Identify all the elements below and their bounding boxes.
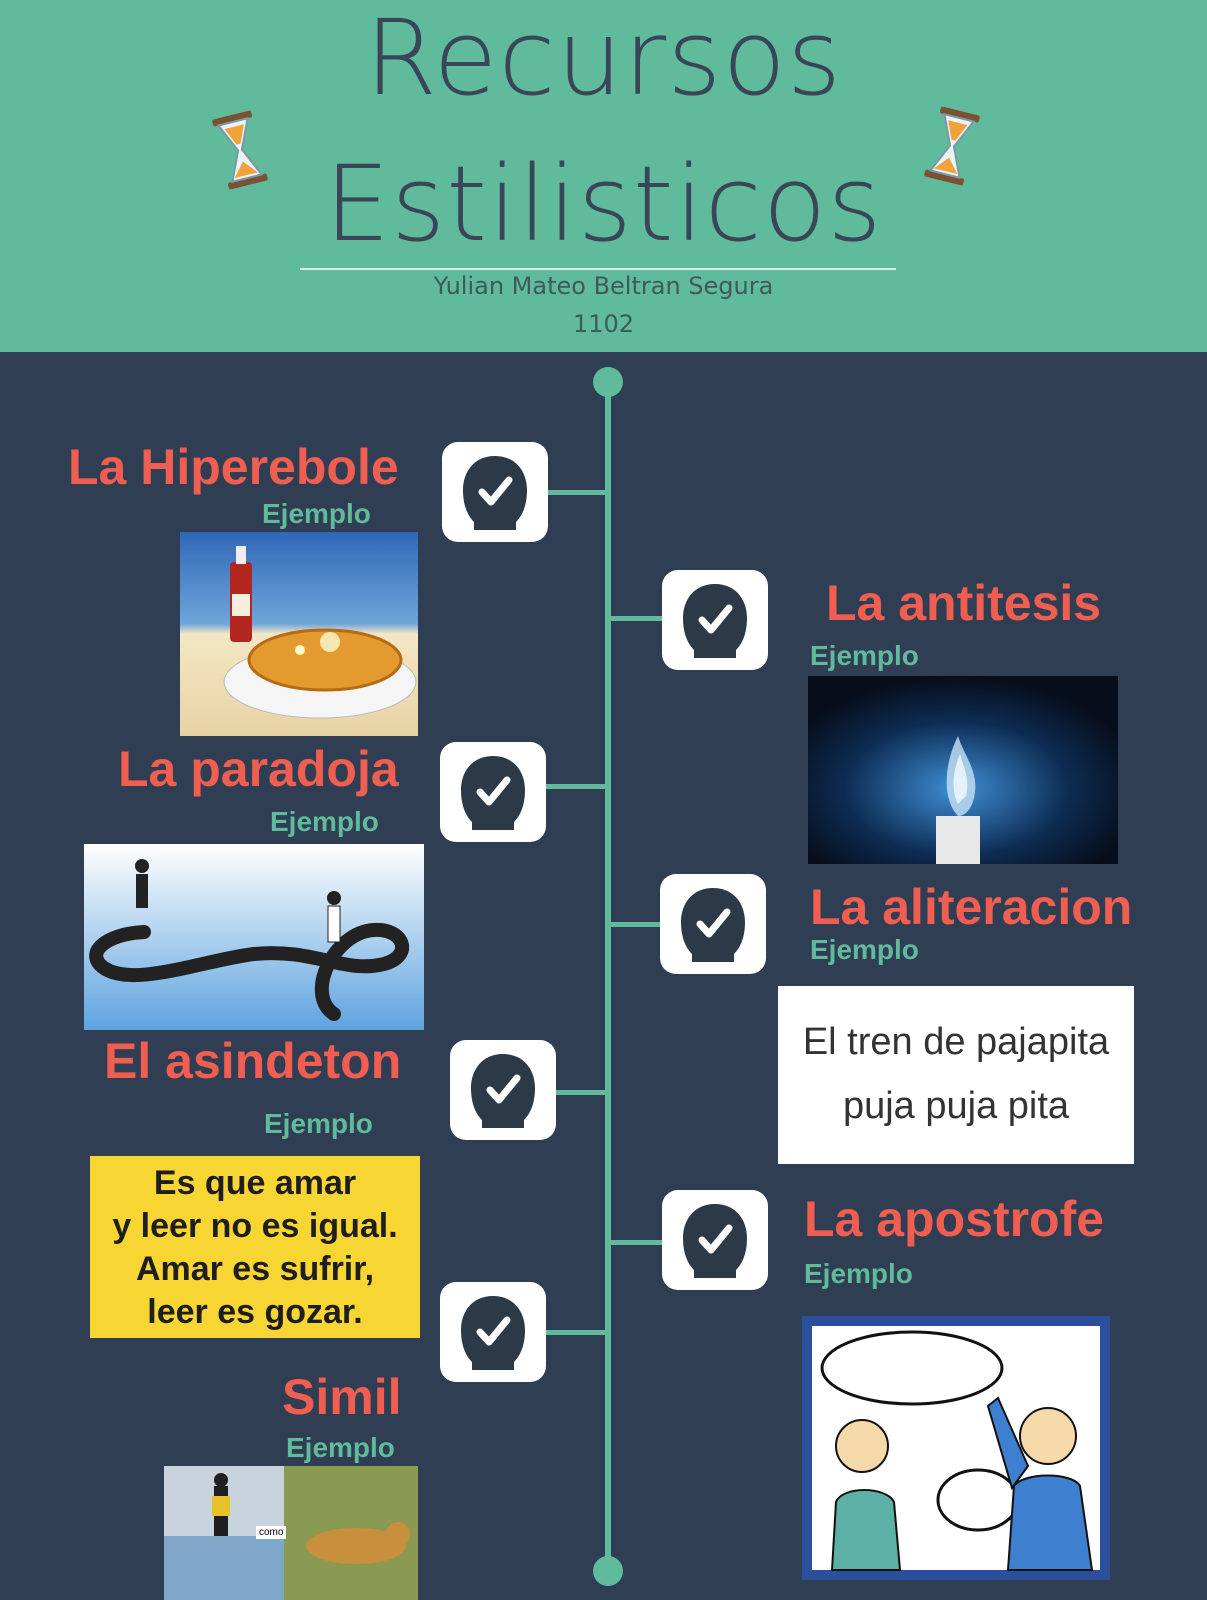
timeline-connector [548,490,608,495]
check-badge [450,1040,556,1140]
example-label: Ejemplo [804,1258,913,1289]
check-badge [440,1282,546,1382]
sprinter-cheetah-image [164,1466,418,1600]
section-title-paradoja: La paradoja [118,741,399,797]
timeline-connector [546,784,608,789]
example-line: leer es gozar. [147,1293,363,1331]
section-title-hiperbole: La Hiperebole [68,439,399,495]
water-flame-candle-image [808,676,1118,864]
check-badge [662,570,768,670]
example-label: Ejemplo [264,1108,373,1139]
asindeton-example-box [90,1156,420,1338]
check-head-icon [458,1292,528,1372]
section-title-antitesis: La antitesis [826,575,1102,631]
example-label: Ejemplo [810,640,919,671]
check-head-icon [680,1200,750,1280]
timeline-connector [608,922,668,927]
timeline-start-node [593,367,623,397]
title-divider [300,268,896,270]
image-caption: como [256,1526,286,1539]
hot-sauce-corn-image [180,532,418,736]
example-line: Amar es sufrir, [135,1250,375,1288]
infinity-road-image [84,844,424,1030]
example-line: El tren de pajapita [802,1021,1110,1063]
author-name: Yulian Mateo Beltran Segura [433,272,774,300]
section-title-simil: Simil [282,1369,402,1425]
class-group: 1102 [572,310,635,338]
section-title-asindeton: El asindeton [104,1033,402,1089]
check-badge [662,1190,768,1290]
header-banner [0,0,1207,352]
example-label: Ejemplo [270,806,379,837]
page-title-line2: Estilisticos [324,143,883,265]
example-label: Ejemplo [810,934,919,965]
timeline-connector [556,1090,608,1095]
timeline-connector [608,616,668,621]
timeline-connector [546,1330,608,1335]
timeline-line [605,382,611,1570]
section-title-aliteracion: La aliteracion [810,879,1133,935]
check-badge [660,874,766,974]
two-men-talking-image [802,1316,1110,1580]
aliteracion-example-box [778,986,1134,1164]
check-head-icon [678,884,748,964]
example-line: Es que amar [153,1164,357,1202]
check-badge [442,442,548,542]
check-head-icon [468,1050,538,1130]
timeline-connector [608,1240,668,1245]
example-line: y leer no es igual. [112,1207,398,1245]
check-head-icon [680,580,750,660]
check-head-icon [460,452,530,532]
page-title-line1: Recursos [364,0,843,119]
section-title-apostrofe: La apostrofe [804,1191,1105,1247]
example-line: puja puja pita [842,1085,1070,1127]
check-head-icon [458,752,528,832]
example-label: Ejemplo [286,1432,395,1463]
example-label: Ejemplo [262,498,371,529]
timeline-end-node [593,1556,623,1586]
check-badge [440,742,546,842]
